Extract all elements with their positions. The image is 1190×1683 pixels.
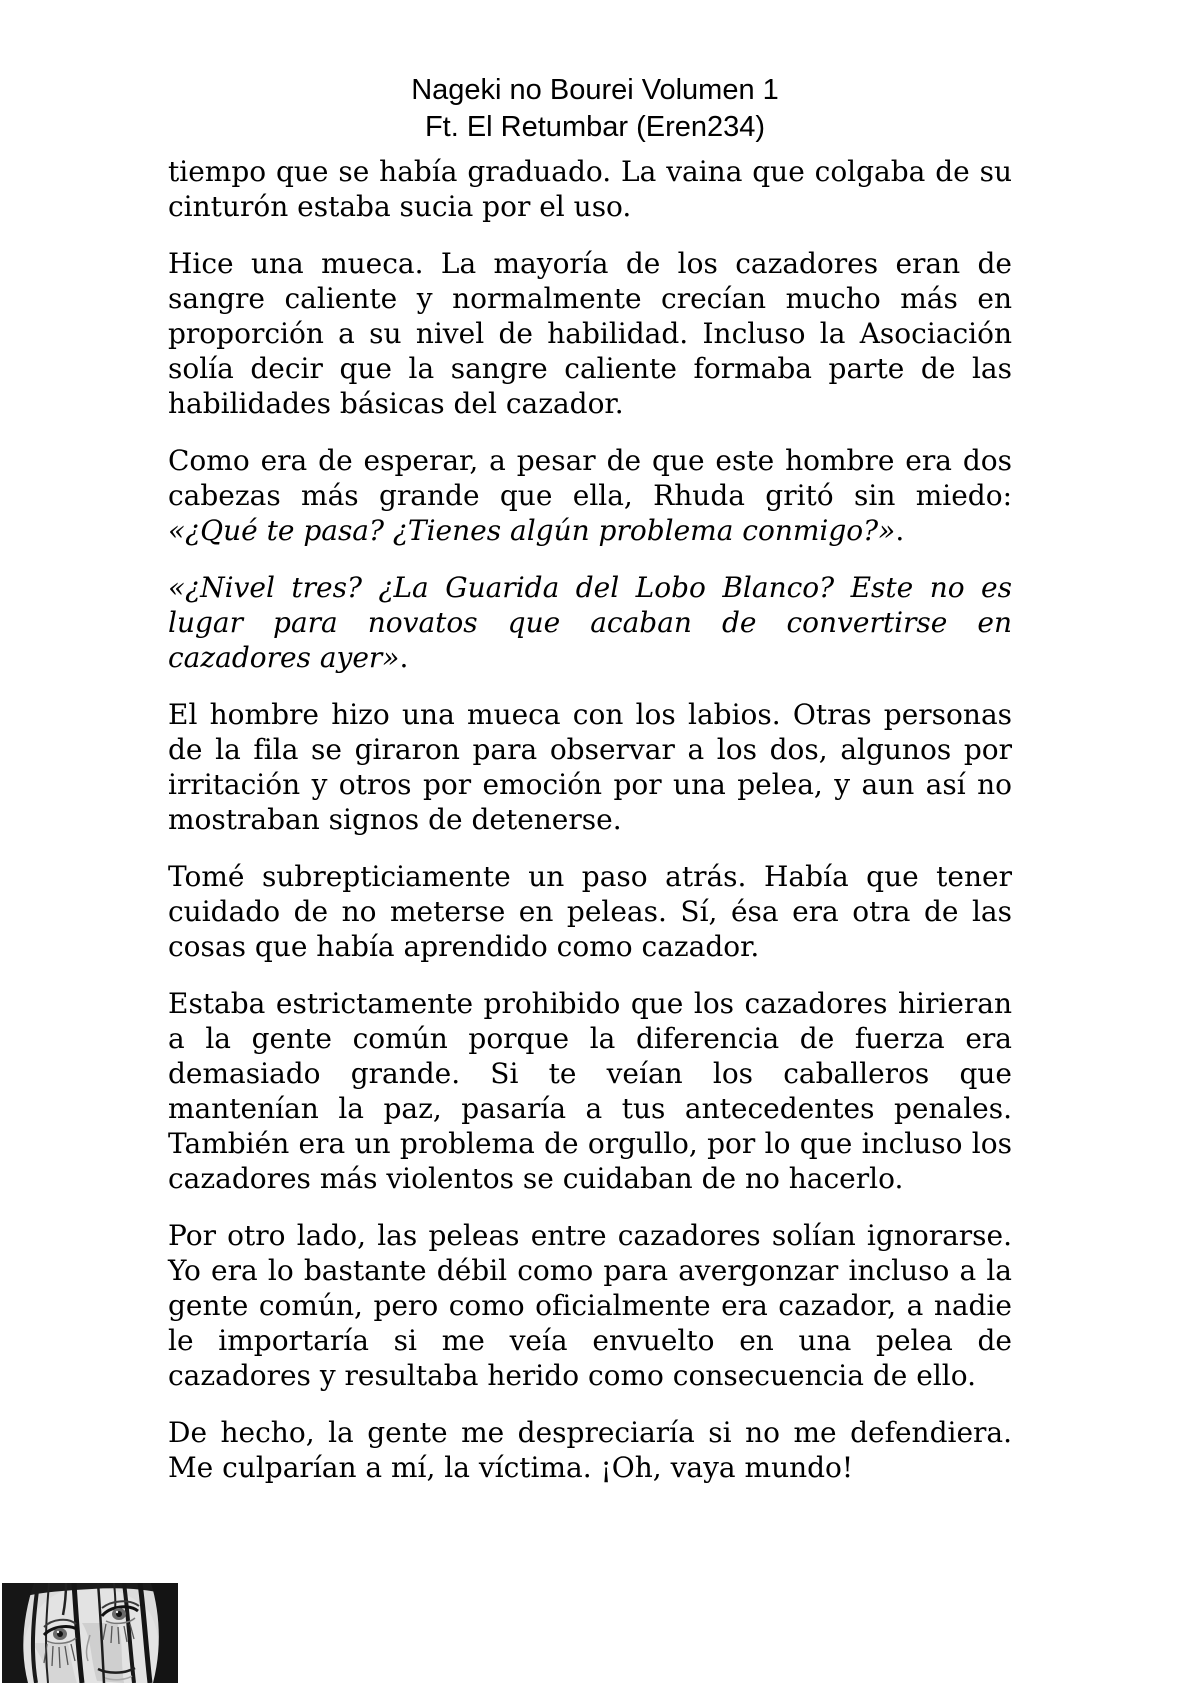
paragraph-6 xyxy=(168,859,1012,964)
text-segment: «¿Qué te pasa? ¿Tienes algún problema conmigo?» xyxy=(168,514,896,547)
paragraph-5 xyxy=(168,697,1012,837)
text-segment: Por otro lado, las peleas entre cazadores solían ignorarse. Yo era lo bastante débil como para avergonzar incluso a la gente común, pero como oficialmente era cazador, a nadie le importaría si me veía envuelto en una pelea de cazadores y resultaba herido como consecuencia de ello. xyxy=(168,1219,1012,1392)
text-segment: De hecho, la gente me despreciaría si no me defendiera. Me culparían a mí, la víctima. ¡Oh, vaya mundo! xyxy=(168,1416,1012,1484)
paragraph-9 xyxy=(168,1415,1012,1485)
text-segment: . xyxy=(895,514,905,547)
manga-face-drawing xyxy=(2,1583,178,1683)
paragraph-1 xyxy=(168,154,1012,224)
manga-face-illustration-icon xyxy=(2,1583,178,1683)
paragraph-7 xyxy=(168,986,1012,1196)
document-body xyxy=(168,154,1012,1485)
text-segment: Hice una mueca. La mayoría de los cazadores eran de sangre caliente y normalmente crecían mucho más en proporción a su nivel de habilidad. Incluso la Asociación solía decir que la sangre caliente formaba parte de las habilidades básicas del cazador. xyxy=(168,247,1012,420)
document-header xyxy=(0,0,1190,146)
paragraph-4 xyxy=(168,570,1012,675)
paragraph-8 xyxy=(168,1218,1012,1393)
paragraph-3 xyxy=(168,443,1012,548)
text-segment: El hombre hizo una mueca con los labios. Otras personas de la fila se giraron para observar a los dos, algunos por irritación y otros por emoción por una pelea, y aun así no mostraban signos de detenerse. xyxy=(168,698,1012,836)
header-subtitle: Ft. El Retumbar (Eren234) xyxy=(424,111,766,143)
header-title: Nageki no Bourei Volumen 1 xyxy=(411,74,779,106)
paragraph-2 xyxy=(168,246,1012,421)
text-segment: «¿Nivel tres? ¿La Guarida del Lobo Blanco? Este no es lugar para novatos que acaban de convertirse en cazadores ayer» xyxy=(168,571,1012,674)
text-segment: Estaba estrictamente prohibido que los cazadores hirieran a la gente común porque la diferencia de fuerza era demasiado grande. Si te veían los caballeros que mantenían la paz, pasaría a tus antecedentes penales. También era un problema de orgullo, por lo que incluso los cazadores más violentos se cuidaban de no hacerlo. xyxy=(168,987,1012,1195)
text-segment: Tomé subrepticiamente un paso atrás. Había que tener cuidado de no meterse en peleas. Sí, ésa era otra de las cosas que había aprendido como cazador. xyxy=(168,860,1012,963)
text-segment: tiempo que se había graduado. La vaina que colgaba de su cinturón estaba sucia por el uso. xyxy=(168,155,1012,223)
text-segment: Como era de esperar, a pesar de que este hombre era dos cabezas más grande que ella, Rhuda gritó sin miedo: xyxy=(168,444,1012,512)
text-segment: . xyxy=(399,641,409,674)
